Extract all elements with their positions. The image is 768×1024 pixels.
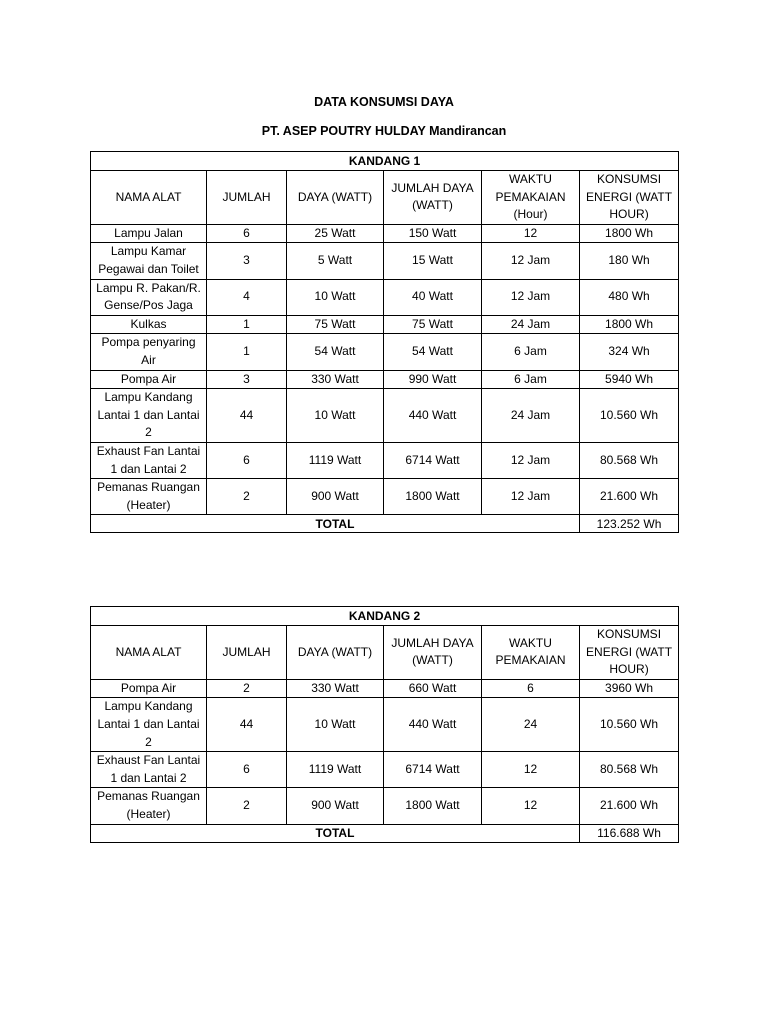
column-header: NAMA ALAT: [91, 626, 207, 680]
table-cell: 10.560 Wh: [580, 389, 679, 443]
table-cell: 1: [207, 334, 287, 370]
table-cell: Kulkas: [91, 315, 207, 334]
table-row: [91, 442, 679, 478]
table-cell: 440 Watt: [384, 389, 482, 443]
table-cell: 12: [482, 224, 580, 243]
column-header: DAYA (WATT): [287, 626, 384, 680]
column-header: JUMLAH: [207, 626, 287, 680]
table-cell: 330 Watt: [287, 370, 384, 389]
table-cell: 6: [207, 752, 287, 788]
table-cell: 12 Jam: [482, 243, 580, 279]
column-header: DAYA (WATT): [287, 171, 384, 225]
table-cell: 2: [207, 679, 287, 698]
table-row: [91, 752, 679, 788]
total-label: TOTAL: [91, 515, 580, 533]
table-row: [91, 370, 679, 389]
table-cell: 75 Watt: [287, 315, 384, 334]
table-cell: Pompa Air: [91, 679, 207, 698]
table-cell: Lampu Kandang Lantai 1 dan Lantai 2: [91, 389, 207, 443]
total-row: [91, 824, 679, 842]
table-cell: 54 Watt: [287, 334, 384, 370]
table-cell: 80.568 Wh: [580, 752, 679, 788]
table-cell: Pompa Air: [91, 370, 207, 389]
table-cell: 54 Watt: [384, 334, 482, 370]
table-cell: 1119 Watt: [287, 442, 384, 478]
table-cell: 6: [207, 224, 287, 243]
table-cell: 1: [207, 315, 287, 334]
table-cell: 440 Watt: [384, 698, 482, 752]
table-cell: 3960 Wh: [580, 679, 679, 698]
table-row: [91, 788, 679, 824]
table-cell: 10 Watt: [287, 279, 384, 315]
table-cell: 24 Jam: [482, 389, 580, 443]
table-cell: 900 Watt: [287, 479, 384, 515]
table-cell: Lampu Kandang Lantai 1 dan Lantai 2: [91, 698, 207, 752]
table-row: [91, 224, 679, 243]
table-cell: 24: [482, 698, 580, 752]
column-header: KONSUMSI ENERGI (WATT HOUR): [580, 626, 679, 680]
table-cell: 21.600 Wh: [580, 479, 679, 515]
table-row: [91, 279, 679, 315]
column-header: KONSUMSI ENERGI (WATT HOUR): [580, 171, 679, 225]
table-row: [91, 315, 679, 334]
table-cell: 1800 Wh: [580, 315, 679, 334]
table-row: [91, 479, 679, 515]
table-cell: Lampu Jalan: [91, 224, 207, 243]
table-cell: 5940 Wh: [580, 370, 679, 389]
table-cell: 15 Watt: [384, 243, 482, 279]
table-cell: 660 Watt: [384, 679, 482, 698]
table-cell: 75 Watt: [384, 315, 482, 334]
column-header: JUMLAH: [207, 171, 287, 225]
table-cell: Pemanas Ruangan (Heater): [91, 788, 207, 824]
kandang-1-table: [90, 151, 679, 533]
company-name: PT. ASEP POUTRY HULDAY Mandirancan: [261, 124, 507, 138]
table-caption: KANDANG 2: [91, 607, 679, 626]
column-header: WAKTU PEMAKAIAN (Hour): [482, 171, 580, 225]
total-value: 116.688 Wh: [580, 824, 679, 842]
table-cell: 6714 Watt: [384, 752, 482, 788]
table-cell: 6 Jam: [482, 334, 580, 370]
table-cell: Exhaust Fan Lantai 1 dan Lantai 2: [91, 442, 207, 478]
column-header: JUMLAH DAYA (WATT): [384, 171, 482, 225]
table-cell: 150 Watt: [384, 224, 482, 243]
column-header: WAKTU PEMAKAIAN: [482, 626, 580, 680]
table-cell: 25 Watt: [287, 224, 384, 243]
table-cell: 324 Wh: [580, 334, 679, 370]
table-cell: 10.560 Wh: [580, 698, 679, 752]
table-cell: 990 Watt: [384, 370, 482, 389]
kandang-2-table: [90, 606, 679, 843]
table-cell: 10 Watt: [287, 389, 384, 443]
document-title: DATA KONSUMSI DAYA: [314, 95, 454, 109]
column-header: JUMLAH DAYA (WATT): [384, 626, 482, 680]
table-cell: Lampu R. Pakan/R. Gense/Pos Jaga: [91, 279, 207, 315]
table-cell: 2: [207, 788, 287, 824]
column-header: NAMA ALAT: [91, 171, 207, 225]
table-row: [91, 243, 679, 279]
table-cell: Pompa penyaring Air: [91, 334, 207, 370]
table-cell: 12 Jam: [482, 479, 580, 515]
table-row: [91, 334, 679, 370]
table-cell: 1119 Watt: [287, 752, 384, 788]
table-cell: 3: [207, 370, 287, 389]
table-caption-row: [91, 152, 679, 171]
table-cell: 1800 Wh: [580, 224, 679, 243]
table-cell: Pemanas Ruangan (Heater): [91, 479, 207, 515]
table-cell: 180 Wh: [580, 243, 679, 279]
table-cell: 40 Watt: [384, 279, 482, 315]
table-cell: 80.568 Wh: [580, 442, 679, 478]
table-cell: 1800 Watt: [384, 788, 482, 824]
table-cell: 900 Watt: [287, 788, 384, 824]
table-cell: 44: [207, 698, 287, 752]
table-cell: 12 Jam: [482, 279, 580, 315]
table-cell: 12 Jam: [482, 442, 580, 478]
table-cell: 6: [207, 442, 287, 478]
table-cell: 5 Watt: [287, 243, 384, 279]
table-cell: 24 Jam: [482, 315, 580, 334]
table-cell: Lampu Kamar Pegawai dan Toilet: [91, 243, 207, 279]
table-row: [91, 679, 679, 698]
table-cell: 6714 Watt: [384, 442, 482, 478]
table-cell: 4: [207, 279, 287, 315]
table-cell: 44: [207, 389, 287, 443]
table-row: [91, 389, 679, 443]
table-cell: Exhaust Fan Lantai 1 dan Lantai 2: [91, 752, 207, 788]
table-row: [91, 698, 679, 752]
table-caption-row: [91, 607, 679, 626]
table-header-row: [91, 171, 679, 225]
table-cell: 12: [482, 788, 580, 824]
table-cell: 480 Wh: [580, 279, 679, 315]
total-label: TOTAL: [91, 824, 580, 842]
table-cell: 6 Jam: [482, 370, 580, 389]
total-row: [91, 515, 679, 533]
table-cell: 330 Watt: [287, 679, 384, 698]
total-value: 123.252 Wh: [580, 515, 679, 533]
table-cell: 1800 Watt: [384, 479, 482, 515]
table-cell: 12: [482, 752, 580, 788]
table-cell: 21.600 Wh: [580, 788, 679, 824]
table-caption: KANDANG 1: [91, 152, 679, 171]
table-cell: 2: [207, 479, 287, 515]
table-cell: 10 Watt: [287, 698, 384, 752]
table-header-row: [91, 626, 679, 680]
table-cell: 3: [207, 243, 287, 279]
table-cell: 6: [482, 679, 580, 698]
